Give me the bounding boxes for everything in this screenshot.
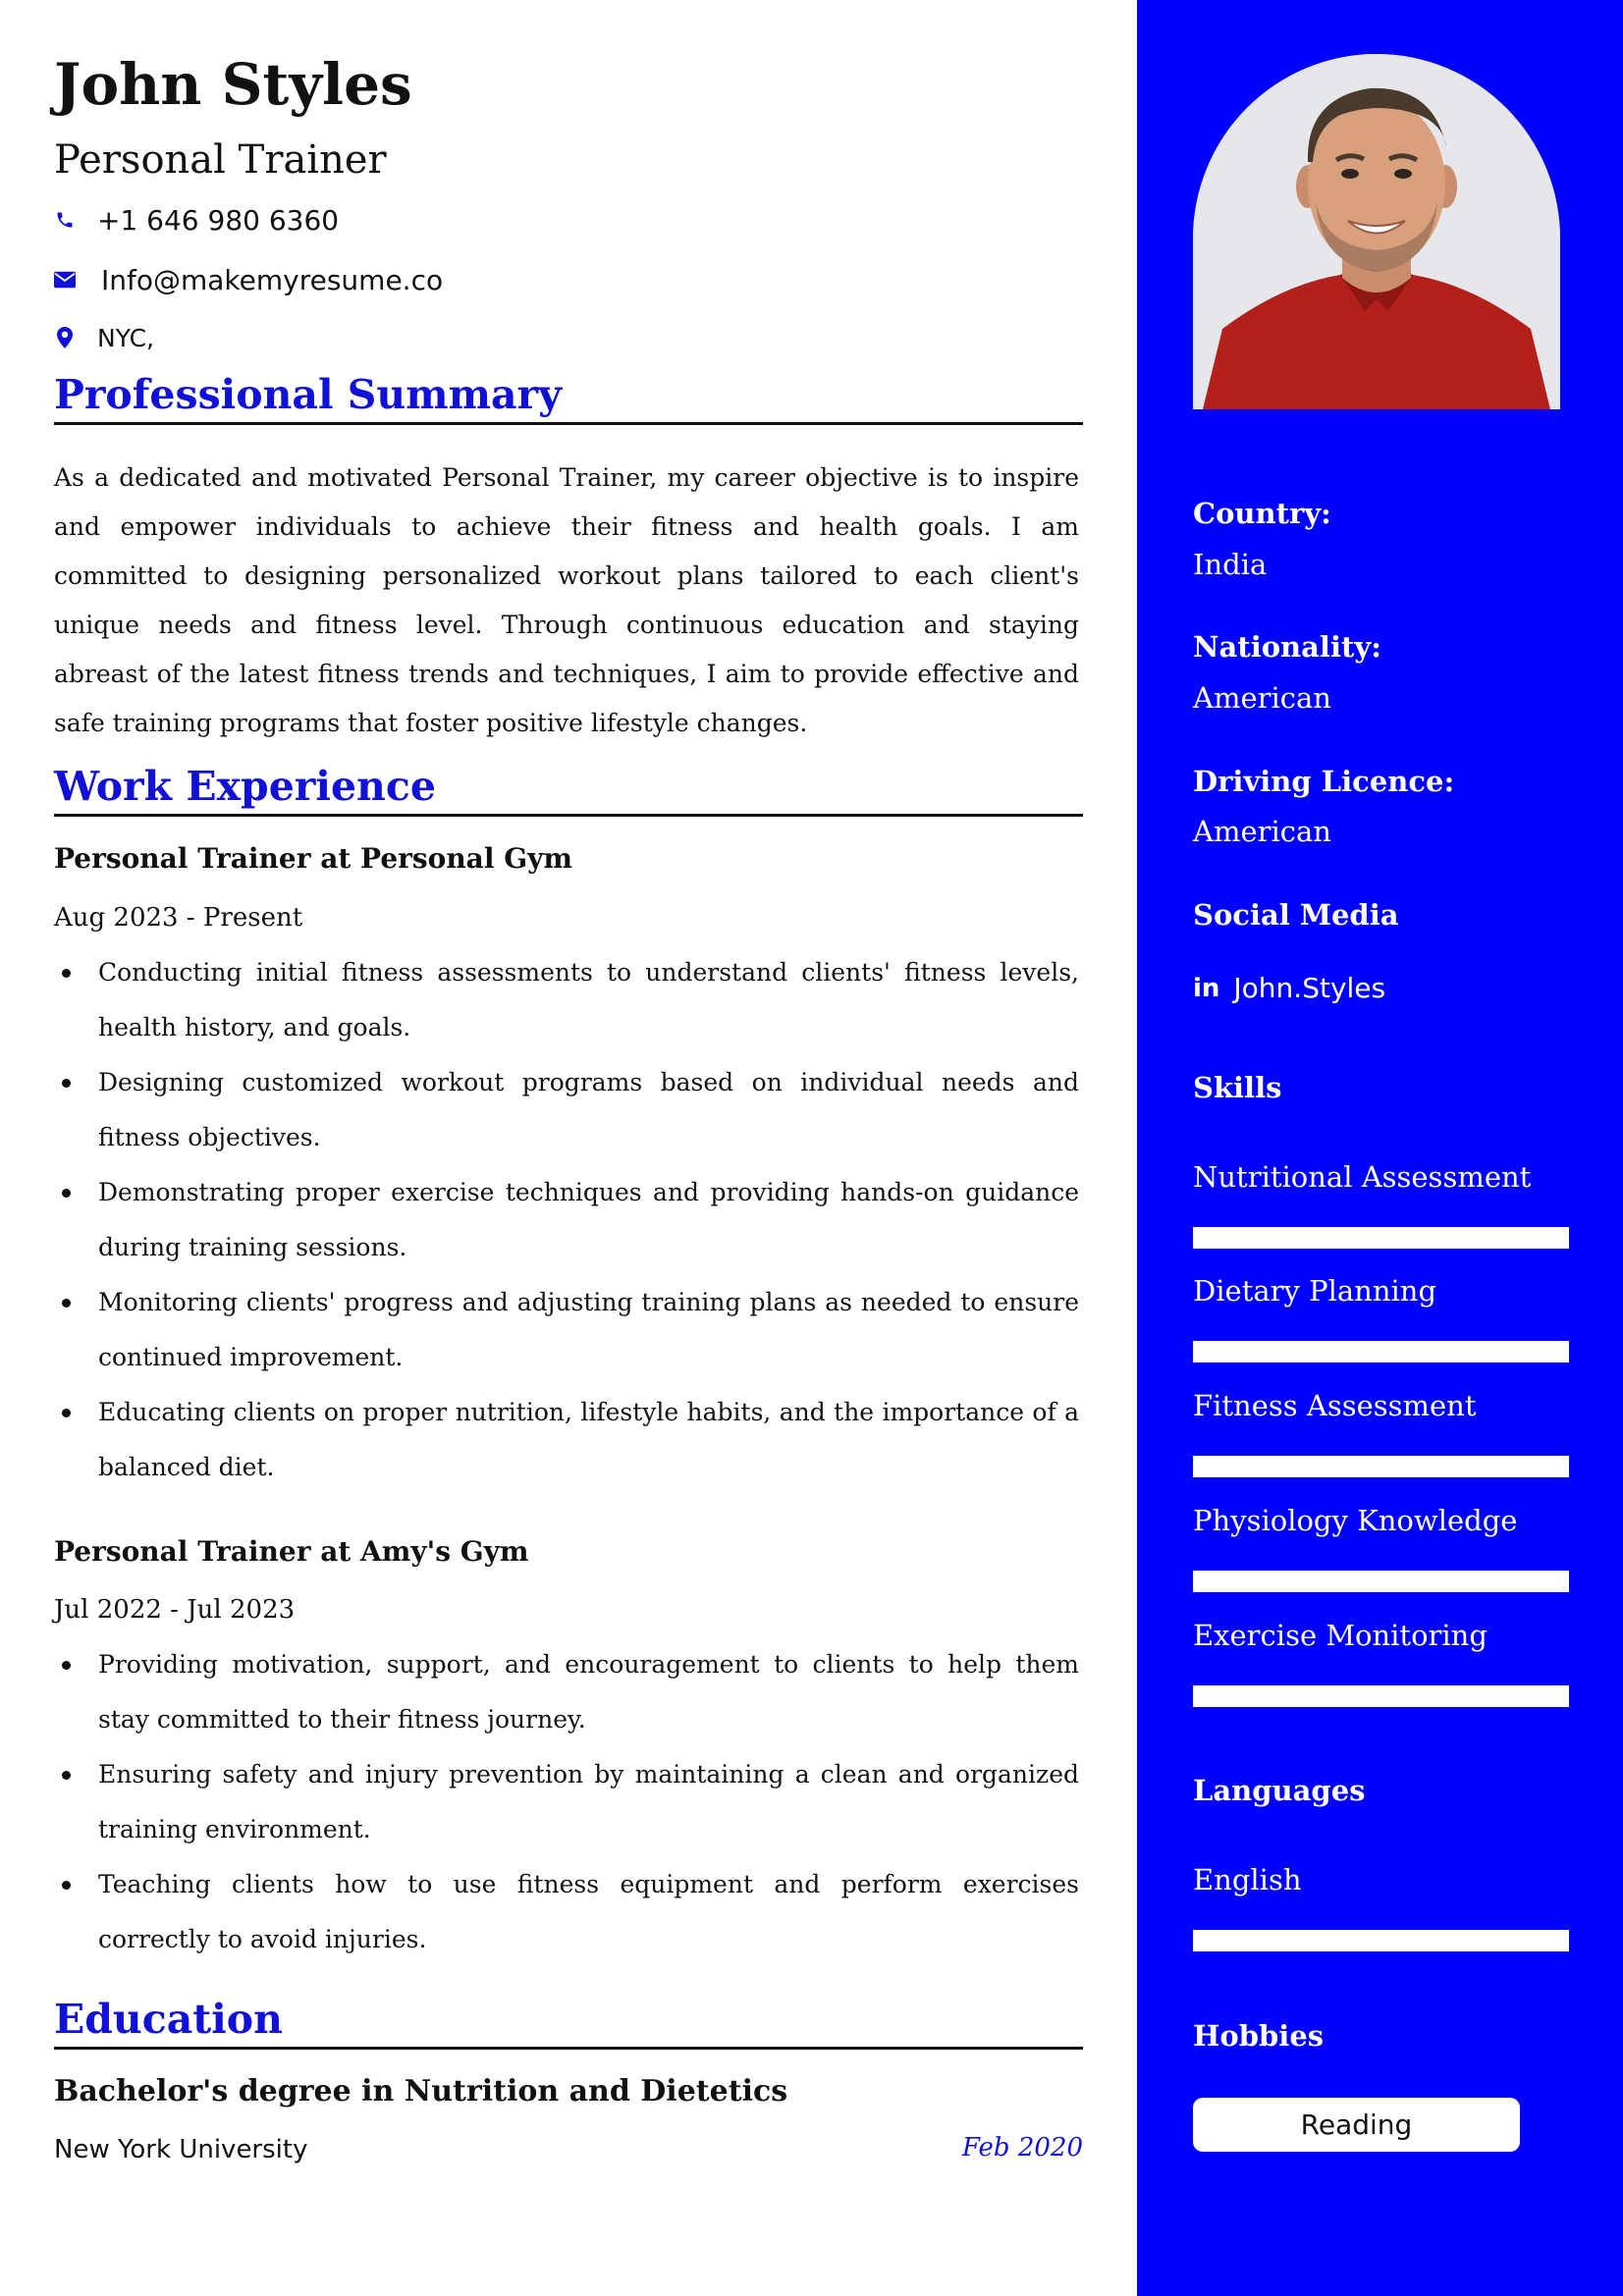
job-1-bullets bbox=[54, 945, 1079, 1495]
country-value: India bbox=[1193, 548, 1268, 581]
skill-name: Nutritional Assessment bbox=[1193, 1160, 1532, 1194]
skill-name: Dietary Planning bbox=[1193, 1274, 1437, 1308]
list-item: Providing motivation, support, and encouragement to clients to help them stay committed to their fitness journey. bbox=[54, 1637, 1079, 1747]
list-item: Designing customized workout programs based on individual needs and fitness objectives. bbox=[54, 1055, 1079, 1165]
summary-heading: Professional Summary bbox=[54, 371, 1083, 425]
list-item: Conducting initial fitness assessments to understand clients' fitness levels, health history, and goals. bbox=[54, 945, 1079, 1055]
profile-photo bbox=[1193, 54, 1560, 409]
summary-text: As a dedicated and motivated Personal Trainer, my career objective is to inspire and empower individuals to achieve their fitness and health goals. I am committed to designing personalized workout plans tailored to each client's unique needs and fitness level. Through continuous education and staying abreast of the latest fitness trends and techniques, I aim to provide effective and safe training programs that foster positive lifestyle changes. bbox=[54, 463, 1079, 737]
skill-name: Fitness Assessment bbox=[1193, 1389, 1477, 1422]
skill-level-bar bbox=[1193, 1685, 1569, 1707]
list-item: Ensuring safety and injury prevention by maintaining a clean and organized training environment. bbox=[54, 1747, 1079, 1857]
skill-level-bar bbox=[1193, 1227, 1569, 1249]
nationality-label: Nationality: bbox=[1193, 630, 1381, 664]
list-item: Educating clients on proper nutrition, lifestyle habits, and the importance of a balanced diet. bbox=[54, 1385, 1079, 1495]
location-text: NYC, bbox=[97, 323, 155, 352]
envelope-icon bbox=[54, 269, 76, 291]
list-item: Demonstrating proper exercise techniques and providing hands-on guidance during training sessions. bbox=[54, 1165, 1079, 1275]
list-item: Teaching clients how to use fitness equipment and perform exercises correctly to avoid injuries. bbox=[54, 1857, 1079, 1967]
experience-heading: Work Experience bbox=[54, 763, 1083, 817]
language-level-bar bbox=[1193, 1930, 1569, 1951]
job-1-title: Personal Trainer at Personal Gym bbox=[54, 842, 573, 875]
education-heading: Education bbox=[54, 1996, 1083, 2050]
education-degree: Bachelor's degree in Nutrition and Dietetics bbox=[54, 2074, 788, 2109]
skill-name: Exercise Monitoring bbox=[1193, 1619, 1488, 1652]
job-title: Personal Trainer bbox=[54, 137, 387, 183]
email-address[interactable]: Info@makemyresume.co bbox=[101, 263, 444, 296]
contact-phone bbox=[54, 200, 339, 240]
skill-level-fill bbox=[1196, 1230, 1566, 1246]
contact-email bbox=[54, 260, 443, 299]
education-date: Feb 2020 bbox=[961, 2133, 1083, 2163]
social-heading: Social Media bbox=[1193, 898, 1399, 932]
list-item: Monitoring clients' progress and adjusting training plans as needed to ensure continued improvement. bbox=[54, 1275, 1079, 1385]
contact-location bbox=[54, 318, 154, 357]
social-handle[interactable]: John.Styles bbox=[1233, 972, 1386, 1004]
licence-value: American bbox=[1193, 815, 1331, 848]
social-link[interactable] bbox=[1193, 972, 1385, 1004]
skill-level-fill bbox=[1196, 1459, 1566, 1474]
education-school: New York University bbox=[54, 2135, 308, 2164]
country-label: Country: bbox=[1193, 497, 1331, 530]
skill-level-fill bbox=[1196, 1574, 1566, 1589]
avatar bbox=[1193, 54, 1560, 409]
skill-level-bar bbox=[1193, 1456, 1569, 1477]
hobbies-heading: Hobbies bbox=[1193, 2019, 1325, 2053]
phone-icon bbox=[54, 209, 76, 231]
skill-level-bar bbox=[1193, 1341, 1569, 1362]
skill-level-fill bbox=[1196, 1688, 1566, 1704]
nationality-value: American bbox=[1193, 681, 1331, 715]
skill-level-bar bbox=[1193, 1571, 1569, 1592]
language-name: English bbox=[1193, 1863, 1302, 1896]
language-level-fill bbox=[1196, 1933, 1566, 1949]
map-marker-icon bbox=[54, 327, 76, 348]
job-1-date: Aug 2023 - Present bbox=[54, 903, 303, 933]
skills-heading: Skills bbox=[1193, 1071, 1282, 1104]
skill-level-fill bbox=[1196, 1344, 1566, 1360]
job-2-bullets bbox=[54, 1637, 1079, 1967]
job-2-title: Personal Trainer at Amy's Gym bbox=[54, 1535, 529, 1568]
candidate-name: John Styles bbox=[54, 51, 412, 118]
phone-number[interactable]: +1 646 980 6360 bbox=[97, 203, 340, 237]
licence-label: Driving Licence: bbox=[1193, 765, 1455, 798]
hobby-pill: Reading bbox=[1193, 2098, 1520, 2152]
linkedin-icon: in bbox=[1193, 973, 1220, 1003]
languages-heading: Languages bbox=[1193, 1774, 1366, 1807]
skill-name: Physiology Knowledge bbox=[1193, 1504, 1518, 1537]
job-2-date: Jul 2022 - Jul 2023 bbox=[54, 1595, 296, 1625]
